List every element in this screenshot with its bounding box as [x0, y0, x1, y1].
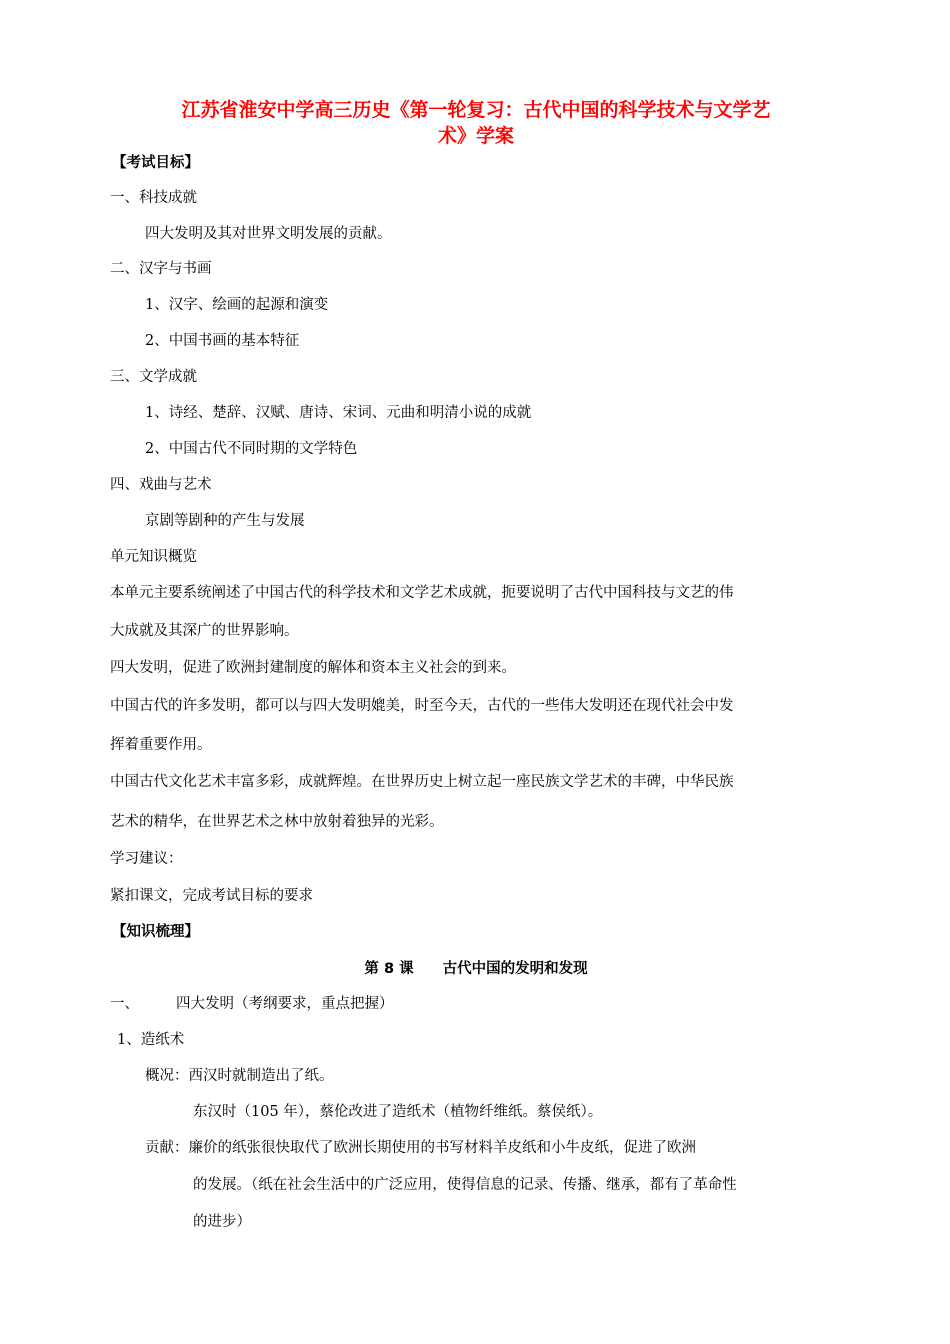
- goal-section-4: 四、戏曲与艺术: [110, 477, 212, 493]
- goal-item-2-1: 1、汉字、绘画的起源和演变: [145, 297, 329, 313]
- document-title-line-1: 江苏省淮安中学高三历史《第一轮复习：古代中国的科学技术与文学艺: [181, 99, 771, 121]
- section-1-title: 四大发明（考纲要求，重点把握）: [176, 996, 394, 1012]
- knowledge-heading: 【知识梳理】: [112, 924, 199, 940]
- goal-section-1: 一、科技成就: [110, 190, 197, 206]
- study-advice-label: 学习建议：: [110, 851, 183, 867]
- study-advice-text: 紧扣课文，完成考试目标的要求: [110, 888, 313, 904]
- goal-section-2: 二、汉字与书画: [110, 261, 212, 277]
- goal-section-3: 三、文学成就: [110, 369, 197, 385]
- papermaking-contribution-line-3: 的进步）: [193, 1214, 251, 1230]
- overview-paragraph-3-line-1: 中国古代的许多发明，都可以与四大发明媲美，时至今天，古代的一些伟大发明还在现代社会中发: [110, 698, 734, 714]
- goal-item-3-2: 2、中国古代不同时期的文学特色: [145, 441, 358, 457]
- exam-goals-heading: 【考试目标】: [112, 155, 199, 171]
- papermaking-contribution-line-2: 的发展。（纸在社会生活中的广泛应用，使得信息的记录、传播、继承，都有了革命性: [193, 1177, 737, 1193]
- goal-item-3-1: 1、诗经、楚辞、汉赋、唐诗、宋词、元曲和明清小说的成就: [145, 405, 532, 421]
- overview-paragraph-1-line-1: 本单元主要系统阐述了中国古代的科学技术和文学艺术成就，扼要说明了古代中国科技与文艺的伟: [110, 585, 734, 601]
- overview-paragraph-4-line-1: 中国古代文化艺术丰富多彩，成就辉煌。在世界历史上树立起一座民族文学艺术的丰碑，中华民族: [110, 774, 734, 790]
- section-1-number: 一、: [110, 996, 139, 1012]
- goal-item-2-2: 2、中国书画的基本特征: [145, 333, 300, 349]
- item-papermaking: 1、造纸术: [117, 1032, 185, 1048]
- goal-item-4: 京剧等剧种的产生与发展: [145, 513, 305, 529]
- overview-paragraph-2: 四大发明，促进了欧洲封建制度的解体和资本主义社会的到来。: [110, 660, 516, 676]
- overview-paragraph-1-line-2: 大成就及其深广的世界影响。: [110, 623, 299, 639]
- overview-paragraph-3-line-2: 挥着重要作用。: [110, 737, 212, 753]
- document-title-line-2: 术》学案: [437, 125, 514, 147]
- overview-heading: 单元知识概览: [110, 549, 197, 565]
- papermaking-contribution-line-1: 贡献：廉价的纸张很快取代了欧洲长期使用的书写材料羊皮纸和小牛皮纸，促进了欧洲: [145, 1140, 696, 1156]
- papermaking-overview-line-2: 东汉时（105 年），蔡伦改进了造纸术（植物纤维纸。蔡侯纸）。: [193, 1104, 603, 1120]
- papermaking-overview-line-1: 概况：西汉时就制造出了纸。: [145, 1068, 334, 1084]
- goal-item-1: 四大发明及其对世界文明发展的贡献。: [145, 226, 392, 242]
- overview-paragraph-4-line-2: 艺术的精华，在世界艺术之林中放射着独异的光彩。: [110, 814, 444, 830]
- lesson-title: 第 8 课 古代中国的发明和发现: [364, 961, 588, 977]
